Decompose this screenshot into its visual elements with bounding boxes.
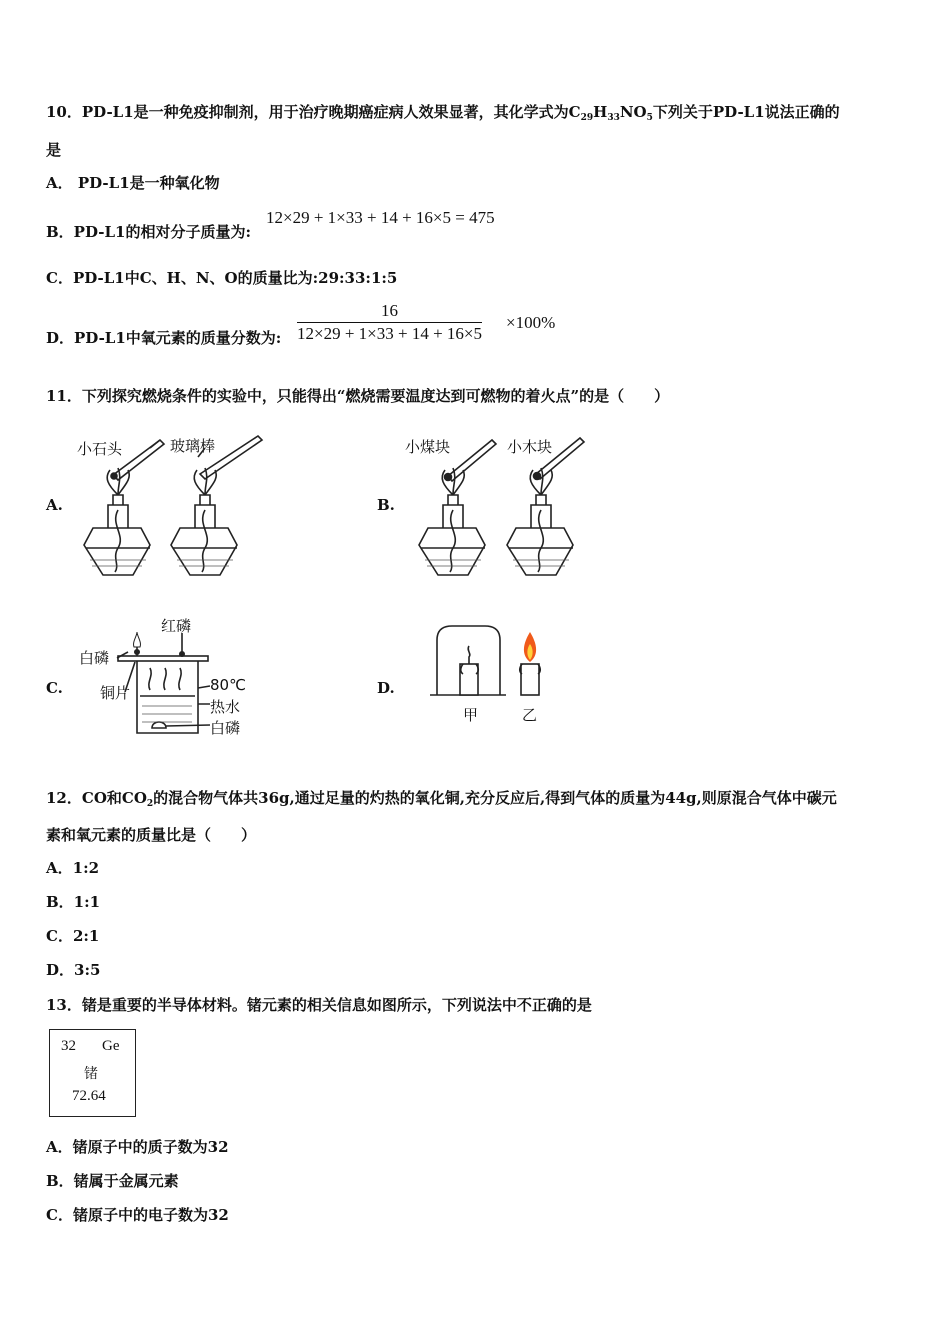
q13-element-name: 锗	[84, 1066, 98, 1082]
q13-atomic-number: 32	[61, 1038, 76, 1054]
q11-option-c: C.	[46, 679, 63, 697]
q10-option-d: D．PD-L1中氧元素的质量分数为:	[46, 329, 282, 347]
q11-d-label-yi: 乙	[522, 706, 538, 724]
q11-a-label-stone: 小石头	[77, 440, 123, 458]
q13-option-a: A．锗原子中的质子数为32	[46, 1138, 229, 1156]
q11-option-a: A.	[46, 496, 63, 514]
q12-option-c: C．2:1	[46, 927, 100, 945]
q13-stem: 13．锗是重要的半导体材料。锗元素的相关信息如图所示，下列说法中不正确的是	[46, 996, 592, 1014]
q11-c-label-red-p: 红磷	[161, 617, 192, 635]
q10-d-numerator: 16	[297, 301, 482, 323]
q11-c-label-white-p-bottom: 白磷	[210, 719, 241, 737]
q10-d-denominator: 12×29 + 1×33 + 14 + 16×5	[297, 324, 483, 343]
q12-option-a: A．1:2	[46, 859, 100, 877]
q12-stem: 12．CO和$CO_2$的混合物气体共36g,通过足量的灼热的氧化铜,充分反应后,得到气体的质量为44g,则原混合气体中碳元	[46, 789, 837, 809]
q13-option-b: B．锗属于金属元素	[46, 1172, 179, 1190]
q11-b-label-coal: 小煤块	[405, 438, 451, 456]
q10-d-tail: ×100%	[506, 313, 556, 332]
q13-element-symbol: Ge	[102, 1038, 120, 1054]
q11-c-label-white-p-top: 白磷	[79, 649, 110, 667]
q11-a-label-glass: 玻璃棒	[170, 437, 216, 455]
q10-stem: 10．PD-L1是一种免疫抑制剂，用于治疗晚期癌症病人效果显著，其化学式为$C_{29}H_{33}NO_5$下列关于PD-L1说法正确的	[46, 103, 840, 123]
q10-option-c: C．PD-L1中C、H、N、O的质量比为:29:33:1:5	[46, 269, 398, 287]
q13-option-c: C．锗原子中的电子数为32	[46, 1206, 229, 1224]
q11-c-label-water: 热水	[210, 698, 241, 716]
q10-stem-cont: 是	[46, 141, 62, 159]
q13-atomic-mass: 72.64	[72, 1088, 106, 1104]
q11-c-label-copper: 铜片	[100, 684, 131, 702]
q12-option-d: D．3:5	[46, 961, 101, 979]
q13-element-card	[49, 1029, 136, 1117]
q10-option-a: A． PD-L1是一种氧化物	[46, 174, 220, 192]
q11-option-d: D.	[377, 679, 395, 697]
q10-option-b: B．PD-L1的相对分子质量为:	[46, 223, 251, 241]
q11-d-label-jia: 甲	[463, 706, 479, 724]
q12-stem-cont: 素和氧元素的质量比是（ ）	[46, 826, 257, 844]
q11-stem: 11．下列探究燃烧条件的实验中，只能得出“燃烧需要温度达到可燃物的着火点”的是（ ）	[46, 387, 670, 405]
q11-b-label-wood: 小木块	[507, 438, 553, 456]
q12-option-b: B．1:1	[46, 893, 101, 911]
q11-c-label-temp: 80℃	[210, 676, 246, 694]
q10-b-formula: 12×29 + 1×33 + 14 + 16×5 = 475	[266, 208, 495, 227]
q11-option-b: B.	[377, 496, 395, 514]
